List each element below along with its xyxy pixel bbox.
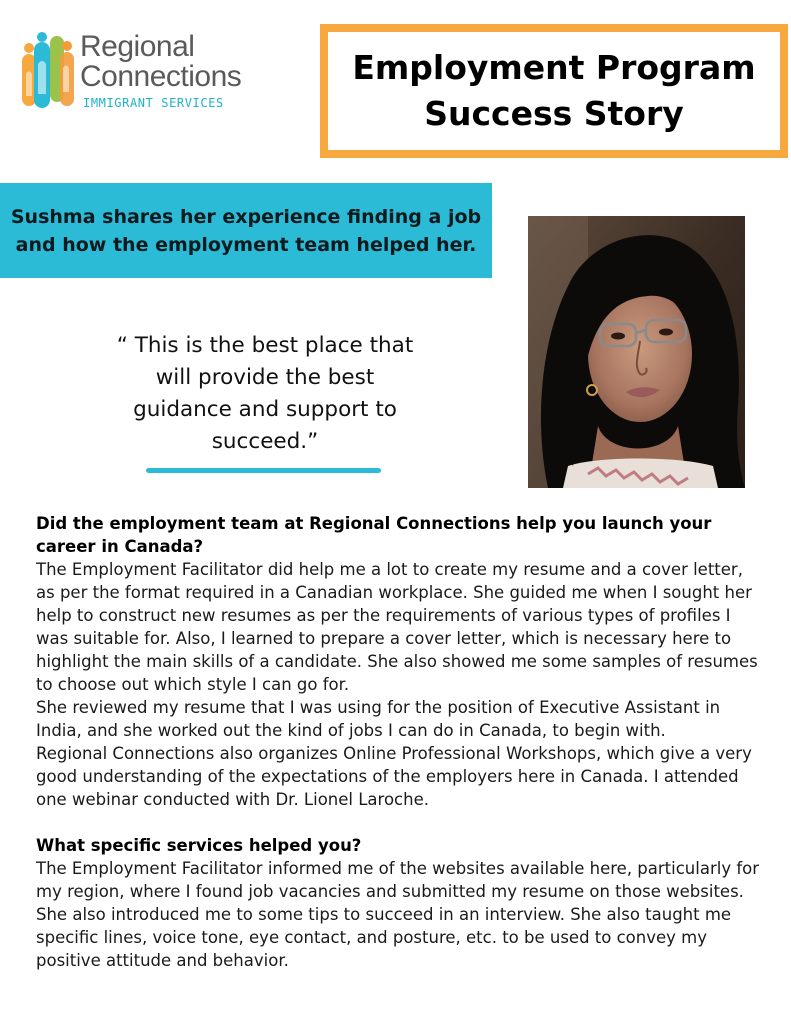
quote-line2: will provide the best <box>155 365 375 390</box>
answer-paragraph: The Employment Facilitator did help me a lot to create my resume and a cover letter, as per the format required in a Canadian workplace. She guided me when I sought her help to construct new resumes as per the requirements of various types of profiles I was suitable for. Also, I learned to prepare a cover letter, which is necessary here to highlight the main skills of a candidate. She also showed me some samples of resumes to choose out which style I can go for. <box>36 560 758 694</box>
organization-logo <box>20 30 260 116</box>
quote-line3: guidance and support to <box>133 397 397 422</box>
banner-text <box>11 203 481 259</box>
intro-banner <box>0 183 492 278</box>
answer-paragraph: She reviewed my resume that I was using for the position of Executive Assistant in India, and she worked out the kind of jobs I can do in Canada, to begin with. <box>36 698 721 740</box>
question-heading: Did the employment team at Regional Connections help you launch your career in Canada? <box>36 514 712 556</box>
quote-underline <box>146 468 381 473</box>
logo-subtitle: IMMIGRANT SERVICES <box>83 96 224 110</box>
answer-paragraph: Regional Connections also organizes Online Professional Workshops, which give a very good understanding of the expectations of the employers here in Canada. I attended one webinar conducted with Dr. Lionel Laroche. <box>36 744 752 809</box>
logo-name-line1: Regional <box>80 30 195 63</box>
question-section <box>36 834 766 972</box>
question-section <box>36 512 766 811</box>
question-heading: What specific services helped you? <box>36 836 362 855</box>
banner-line2: and how the employment team helped her. <box>15 233 477 256</box>
section-spacer <box>36 811 766 834</box>
logo-wordmark <box>80 32 241 110</box>
portrait-photo <box>528 216 745 488</box>
page-title-line1: Employment Program <box>352 48 756 87</box>
title-box <box>320 24 788 158</box>
answer-paragraph: The Employment Facilitator informed me of the websites available here, particularly for my region, where I found job vacancies and submitted my resume on those websites. She also introduced me to some tips to succeed in an interview. She also taught me specific lines, voice tone, eye contact, and posture, etc. to be used to convey my positive attitude and behavior. <box>36 859 760 970</box>
quote-line1: “ This is the best place that <box>116 333 414 358</box>
logo-name-line2: Connections <box>80 60 242 93</box>
banner-line1: Sushma shares her experience finding a job <box>10 205 482 228</box>
testimonial-quote <box>100 330 430 458</box>
interview-content <box>36 512 766 972</box>
page-title-line2: Success Story <box>424 94 684 133</box>
quote-line4: succeed.” <box>211 429 319 454</box>
people-figures-logo-icon <box>20 32 80 112</box>
page-title <box>352 45 755 137</box>
